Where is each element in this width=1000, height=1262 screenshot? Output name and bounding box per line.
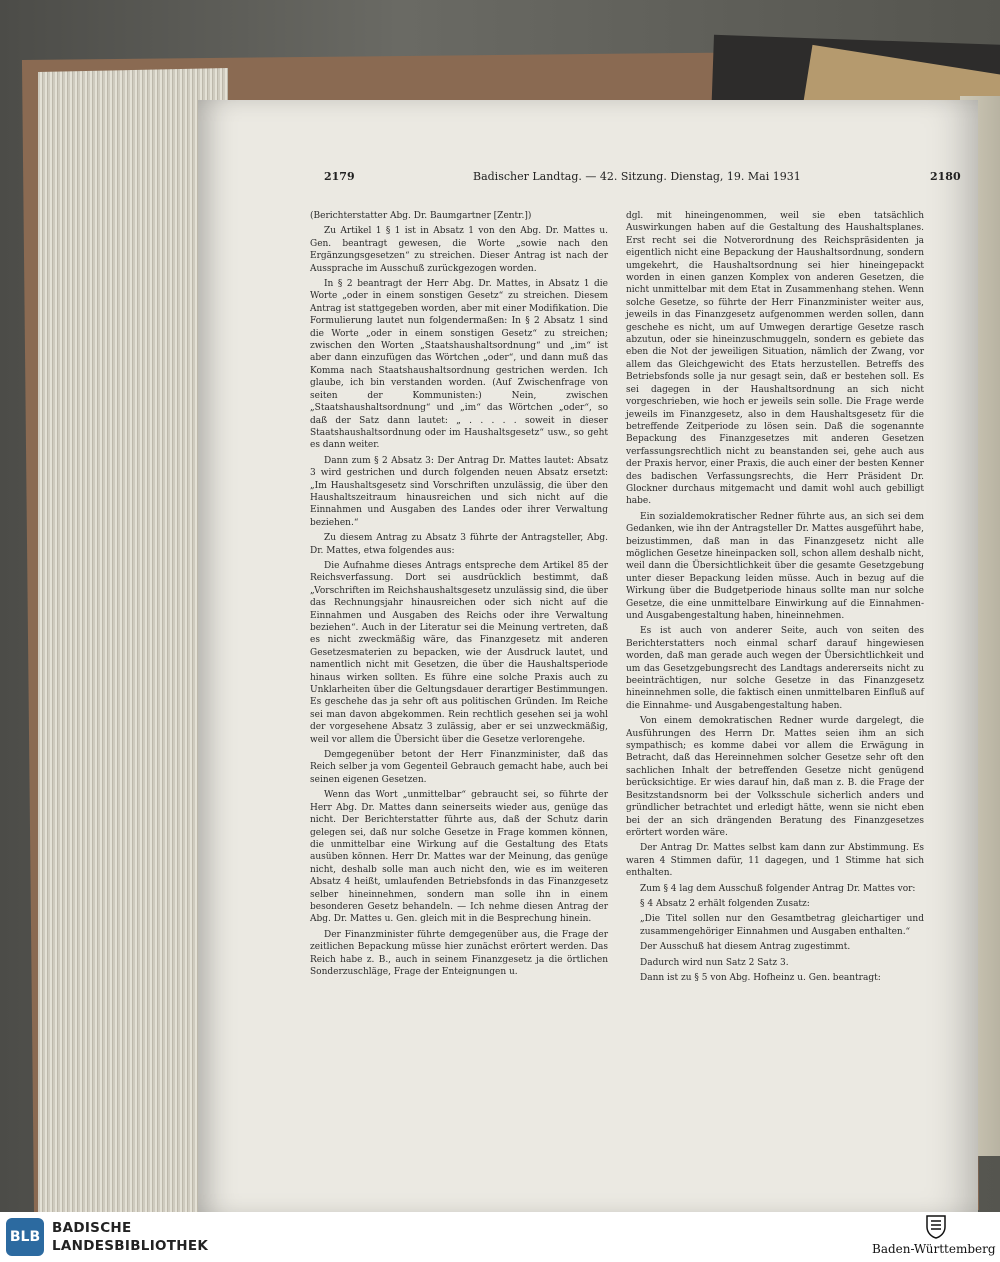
page-number-right: 2180	[930, 170, 961, 183]
text-column-left	[310, 210, 608, 981]
text-column-right	[626, 210, 924, 987]
paragraph: Zu diesem Antrag zu Absatz 3 führte der Antragsteller, Abg. Dr. Mattes, etwa folgendes aus:	[310, 533, 608, 556]
state-crest-icon	[924, 1214, 948, 1240]
paragraph: Dann zum § 2 Absatz 3: Der Antrag Dr. Mattes lautet: Absatz 3 wird gestrichen und durch folgenden neuen Absatz ersetzt: „Im Haushaltsgesetz sind Vorschriften unzulässig, die über den Haushaltszeitraum hinausreichen und sich nicht auf die Einnahmen und Ausgaben des Landes oder ihrer Verwaltung beziehen.“	[310, 455, 608, 528]
paragraph: Es ist auch von anderer Seite, auch von seiten des Berichterstatters noch einmal scharf darauf hingewiesen worden, daß man gerade auch wegen der Übersichtlichkeit und um das Gesetzgebungsrecht des Landtags andererseits nicht zu beeinträchtigen, nur solche Gesetze in das Finanzgesetz hineinnehmen solle, die faktisch einen unmittelbaren Einfluß auf die Einnahme- und Ausgabengestaltung haben.	[626, 626, 924, 711]
paragraph: Der Antrag Dr. Mattes selbst kam dann zur Abstimmung. Es waren 4 Stimmen dafür, 11 dagegen, und 1 Stimme hat sich enthalten.	[626, 843, 924, 879]
paragraph: In § 2 beantragt der Herr Abg. Dr. Mattes, in Absatz 1 die Worte „oder in einem sonstigen Gesetz“ zu streichen. Diesem Antrag ist stattgegeben worden, aber mit einer Modifikation. Die Formulierung lautet nun folgendermaßen: In § 2 Absatz 1 sind die Worte „oder in einem sonstigen Gesetz“ zu streichen; zwischen den Worten „Staatshaushaltsordnung“ und „im“ ist aber dann einzufügen das Wörtchen „oder“, und dann muß das Komma nach Staatshaushaltsordnung gestrichen werden. Ich glaube, ich bin verstanden worden. (Auf Zwischenfrage von seiten der Kommunisten:) Nein, zwischen „Staatshaushaltsordnung“ und „im“ das Wörtchen „oder“, so daß der Satz dann lautet: „ . . . . . soweit in dieser Staatshaushaltsordnung oder im Haushaltsgesetz“ usw., so geht es dann weiter.	[310, 279, 608, 451]
paragraph: Zu Artikel 1 § 1 ist in Absatz 1 von den Abg. Dr. Mattes u. Gen. beantragt gewesen, die Worte „sowie nach den Ergänzungsgesetzen“ zu streichen. Dieser Antrag ist nach der Aussprache im Ausschuß zurückgezogen worden.	[310, 226, 608, 274]
quoted-amendment: „Die Titel sollen nur den Gesamtbetrag gleichartiger und zusammengehöriger Einnahmen und Ausgaben enthalten.“	[640, 914, 924, 937]
paragraph: Ein sozialdemokratischer Redner führte aus, an sich sei dem Gedanken, wie ihn der Antragsteller Dr. Mattes ausgeführt habe, beizustimmen, daß man in das Finanzgesetz nicht alle möglichen Gesetze hineinpacken soll, schon allem deshalb nicht, weil dann die Übersichtlichkeit über die gesamte Gesetzgebung unter dieser Bepackung leiden müsse. Auch in bezug auf die Wirkung über die Budgetperiode hinaus sollte man nur solche Gesetze, die eine unmittelbare Einwirkung auf die Einnahmen- und Ausgabengestaltung haben, hineinnehmen.	[626, 511, 924, 621]
paragraph: Der Ausschuß hat diesem Antrag zugestimmt.	[640, 942, 851, 953]
library-name-line1: BADISCHE	[52, 1220, 132, 1236]
paragraph: § 4 Absatz 2 erhält folgenden Zusatz:	[640, 898, 810, 909]
page-number-left: 2179	[324, 170, 355, 183]
paragraph: Zum § 4 lag dem Ausschuß folgender Antrag Dr. Mattes vor:	[640, 883, 916, 894]
document-page	[198, 100, 978, 1212]
blb-logo[interactable]	[6, 1218, 44, 1256]
paragraph: Wenn das Wort „unmittelbar“ gebraucht sei, so führte der Herr Abg. Dr. Mattes dann seinerseits wieder aus, genüge das nicht. Der Berichterstatter führte aus, daß der Schutz darin gelegen sei, daß nur solche Gesetze in Frage kommen können, die unmittelbar eine Wirkung auf die Gestaltung des Etats ausüben können. Herr Dr. Mattes war der Meinung, das genüge nicht, deshalb solle man auch nicht den, wie es im weiteren Absatz 4 heißt, umlaufenden Betriebsfonds in das Finanzgesetz selber hineinnehmen, sondern man solle ihn in einem besonderen Gesetz behandeln. — Ich nehme diesen Antrag der Abg. Dr. Mattes u. Gen. gleich mit in die Besprechung hinein.	[310, 790, 608, 925]
running-header: Badischer Landtag. — 42. Sitzung. Dienstag, 19. Mai 1931	[473, 170, 801, 183]
paragraph: Von einem demokratischen Redner wurde dargelegt, die Ausführungen des Herrn Dr. Mattes seien ihm an sich sympathisch; es komme dabei vor allem die Erwägung in Betracht, daß das Hereinnehmen solcher Gesetze sehr oft den sachlichen Inhalt der betreffenden Gesetze nicht genügend berücksichtige. Er wies darauf hin, daß man z. B. die Frage der Besitzstandsnorm bei der Volksschule sicherlich anders und gründlicher betrachtet und erledigt hätte, wenn sie nicht eben bei der an sich drängenden Beratung des Finanzgesetzes erörtert worden wäre.	[626, 716, 924, 838]
logo-text: BLB	[9, 1229, 41, 1245]
speaker-note: (Berichterstatter Abg. Dr. Baumgartner [Zentr.])	[310, 211, 532, 221]
library-name-line2: LANDESBIBLIOTHEK	[52, 1238, 209, 1254]
viewer-footer	[0, 1212, 1000, 1262]
state-name: Baden-Württemberg	[872, 1242, 996, 1256]
paragraph: dgl. mit hineingenommen, weil sie eben tatsächlich Auswirkungen haben auf die Gestaltung des Haushaltsplanes. Erst recht sei die Notverordnung des Reichspräsidenten ja eigentlich nicht eine Bepackung der Haushaltsordnung, sondern umgekehrt, die Haushaltsordnung sei hier hineingepackt worden in einen ganzen Komplex von anderen Gesetzen, die nicht unmittelbar mit dem Etat in Zusammenhang stehen. Wenn solche Gesetze, so führte der Herr Finanzminister weiter aus, jeweils in das Finanzgesetz aufgenommen werden sollen, dann geschehe es nicht, um auf Umwegen derartige Gesetze rasch abzutun, oder sie hineinzuschmuggeln, sondern es gebiete das eben die Not der jeweiligen Situation, nämlich der Zwang, vor allem das Gleichgewicht des Etats herzustellen. Betreffs des Betriebsfonds solle ja nur gesagt sein, daß er bestehen soll. Es sei dagegen in der Haushaltsordnung an sich nicht vorgeschrieben, wie hoch er jeweils sein solle. Die Frage werde jeweils im Finanzgesetz, also in dem Haushaltsgesetz für die betreffende Zeitperiode zu lösen sein. Daß die sogenannte Bepackung des Finanzgesetzes mit anderen Gesetzen verfassungsrechtlich nicht zu beanstanden sei, gehe auch aus der Praxis hervor, einer Praxis, die auch einer der besten Kenner des badischen Verfassungsrechts, die Herr Präsident Dr. Glockner durchaus mitgemacht und damit wohl auch gebilligt habe.	[626, 211, 924, 507]
paragraph: Der Finanzminister führte demgegenüber aus, die Frage der zeitlichen Bepackung müsse hier zunächst erörtert werden. Das Reich habe z. B., auch in seinem Finanzgesetz ja die örtlichen Sonderzuschläge, Frage der Enteignungen u.	[310, 929, 608, 977]
paragraph: Dadurch wird nun Satz 2 Satz 3.	[640, 957, 789, 968]
paragraph: Demgegenüber betont der Herr Finanzminister, daß das Reich selber ja vom Gegenteil Gebrauch gemacht habe, auch bei seinen eigenen Gesetzen.	[310, 750, 608, 785]
paragraph: Die Aufnahme dieses Antrags entspreche dem Artikel 85 der Reichsverfassung. Dort sei ausdrücklich bestimmt, daß „Vorschriften im Reichshaushaltsgesetz unzulässig sind, die über das Rechnungsjahr hinausreichen oder sich nicht auf die Einnahmen und Ausgaben des Reichs oder ihre Verwaltung beziehen“. Auch in der Literatur sei die Meinung vertreten, daß es nicht zweckmäßig wäre, das Finanzgesetz mit anderen Gesetzesmaterien zu bepacken, wie der Ausdruck lautet, und namentlich nicht mit Gesetzen, die über die Haushaltsperiode hinaus wirken sollten. Es führe eine solche Praxis auch zu Unklarheiten über die Geltungsdauer derartiger Bestimmungen. Es geschehe das ja sehr oft aus politischen Gründen. Im Reiche sei man davon abgekommen. Rein rechtlich gesehen sei ja wohl der vorgesehene Absatz 3 zulässig, aber er sei unzweckmäßig, weil vor allem die Übersicht über die Gesetze verlorengehe.	[310, 560, 608, 745]
paragraph: Dann ist zu § 5 von Abg. Hofheinz u. Gen. beantragt:	[640, 972, 881, 983]
